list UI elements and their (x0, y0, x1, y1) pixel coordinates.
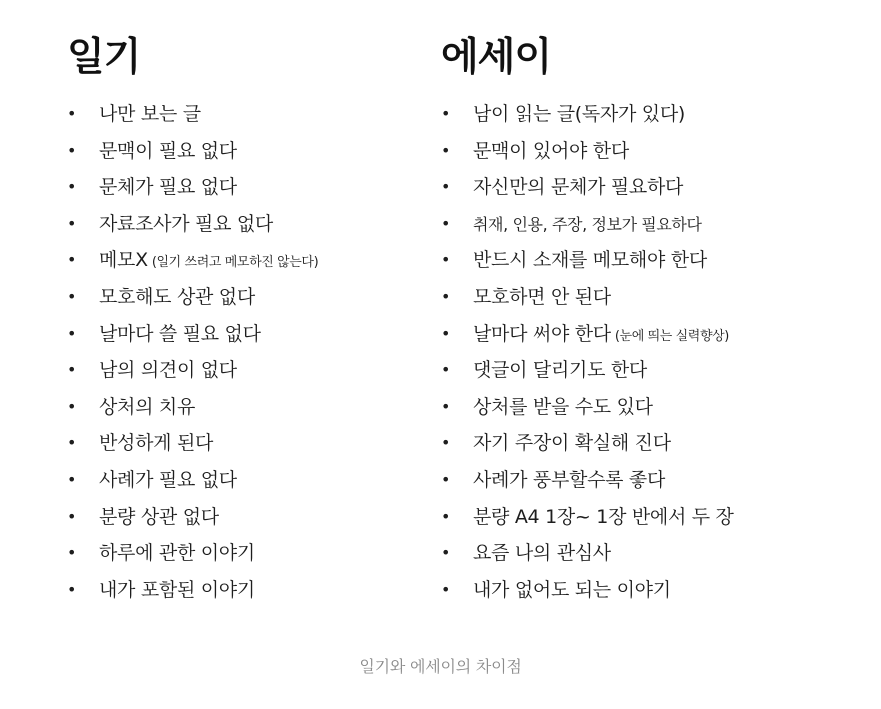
bullet-icon: • (67, 543, 77, 563)
diary-item-text: 날마다 쓸 필요 없다 (99, 322, 261, 345)
essay-item-text: 날마다 써야 한다 (473, 322, 611, 345)
diary-column (67, 32, 397, 608)
bullet-icon: • (67, 579, 77, 599)
diary-item-text: 메모X (99, 249, 148, 272)
diary-list-item (67, 133, 397, 170)
diary-item-text: 반성하게 된다 (99, 432, 214, 455)
diary-list-item (67, 169, 397, 206)
bullet-icon: • (441, 213, 451, 233)
diary-item-text: 내가 포함된 이야기 (99, 578, 255, 601)
essay-list-item (441, 352, 861, 389)
essay-item-text: 요즘 나의 관심사 (473, 542, 611, 565)
essay-item-text: 취재, 인용, 주장, 정보가 필요하다 (473, 214, 702, 234)
diary-list-item (67, 206, 397, 243)
diary-item-text: 하루에 관한 이야기 (99, 542, 255, 565)
diary-list-item (67, 535, 397, 572)
diary-list-item (67, 425, 397, 462)
essay-list-item (441, 316, 861, 353)
bullet-icon: • (441, 286, 451, 306)
essay-list-item (441, 389, 861, 426)
bullet-icon: • (441, 396, 451, 416)
bullet-icon: • (441, 360, 451, 380)
essay-list-item (441, 279, 861, 316)
diary-item-note: (일기 쓰려고 메모하진 않는다) (151, 255, 319, 271)
essay-list-item (441, 425, 861, 462)
figure-caption: 일기와 에세이의 차이점 (359, 657, 522, 676)
essay-column (441, 32, 861, 608)
bullet-icon: • (67, 104, 77, 123)
diary-item-text: 모호해도 상관 없다 (99, 285, 255, 308)
diary-list-item (67, 242, 397, 279)
essay-item-text: 문맥이 있어야 한다 (473, 139, 629, 162)
essay-item-text: 반드시 소재를 메모해야 한다 (473, 249, 707, 272)
diary-list-item (67, 352, 397, 389)
bullet-icon: • (441, 140, 451, 160)
bullet-icon: • (441, 104, 451, 123)
essay-heading: 에세이 (441, 35, 552, 80)
essay-item-text: 상처를 받을 수도 있다 (473, 395, 653, 418)
bullet-icon: • (67, 433, 77, 453)
essay-list-item (441, 169, 861, 206)
diary-item-text: 남의 의견이 없다 (99, 359, 237, 382)
essay-item-text: 남이 읽는 글(독자가 있다) (473, 103, 685, 125)
essay-item-text: 분량 A4 1장~ 1장 반에서 두 장 (473, 505, 734, 528)
diary-list-item (67, 316, 397, 353)
essay-item-text: 자기 주장이 확실해 진다 (473, 432, 671, 455)
diary-item-text: 상처의 치유 (99, 395, 196, 418)
bullet-icon: • (67, 323, 77, 343)
diary-list-item (67, 279, 397, 316)
essay-list-item (441, 242, 861, 279)
essay-list-item (441, 535, 861, 572)
essay-list-item (441, 499, 861, 536)
diary-list-item (67, 462, 397, 499)
bullet-icon: • (441, 579, 451, 599)
diary-heading: 일기 (67, 35, 141, 80)
diary-item-text: 사례가 필요 없다 (99, 468, 237, 491)
diary-item-text: 분량 상관 없다 (99, 505, 219, 528)
bullet-icon: • (67, 213, 77, 233)
diary-list-item (67, 499, 397, 536)
essay-item-text: 자신만의 문체가 필요하다 (473, 176, 684, 199)
bullet-icon: • (67, 360, 77, 380)
bullet-icon: • (441, 506, 451, 526)
bullet-icon: • (441, 433, 451, 453)
diary-item-text: 문체가 필요 없다 (99, 176, 237, 199)
bullet-icon: • (67, 396, 77, 416)
bullet-icon: • (441, 543, 451, 563)
essay-list-item (441, 206, 861, 243)
diary-list-item (67, 389, 397, 426)
diary-list (67, 96, 397, 608)
bullet-icon: • (441, 250, 451, 270)
essay-item-text: 내가 없어도 되는 이야기 (473, 578, 671, 601)
bullet-icon: • (67, 506, 77, 526)
essay-item-note: (눈에 띄는 실력향상) (614, 328, 729, 344)
bullet-icon: • (441, 469, 451, 489)
bullet-icon: • (67, 250, 77, 270)
bullet-icon: • (67, 140, 77, 160)
diary-list-item (67, 96, 397, 133)
bullet-icon: • (67, 469, 77, 489)
bullet-icon: • (441, 177, 451, 197)
essay-list-item (441, 462, 861, 499)
bullet-icon: • (67, 286, 77, 306)
bullet-icon: • (67, 177, 77, 197)
diary-list-item (67, 572, 397, 609)
essay-list-item (441, 572, 861, 609)
essay-list-item (441, 96, 861, 133)
essay-item-text: 모호하면 안 된다 (473, 285, 611, 308)
essay-list (441, 96, 861, 608)
essay-item-text: 댓글이 달리기도 한다 (473, 359, 647, 382)
diary-item-text: 문맥이 필요 없다 (99, 139, 237, 162)
essay-item-text: 사례가 풍부할수록 좋다 (473, 468, 666, 491)
essay-list-item (441, 133, 861, 170)
bullet-icon: • (441, 323, 451, 343)
diary-item-text: 나만 보는 글 (99, 103, 201, 125)
diary-item-text: 자료조사가 필요 없다 (99, 212, 273, 235)
